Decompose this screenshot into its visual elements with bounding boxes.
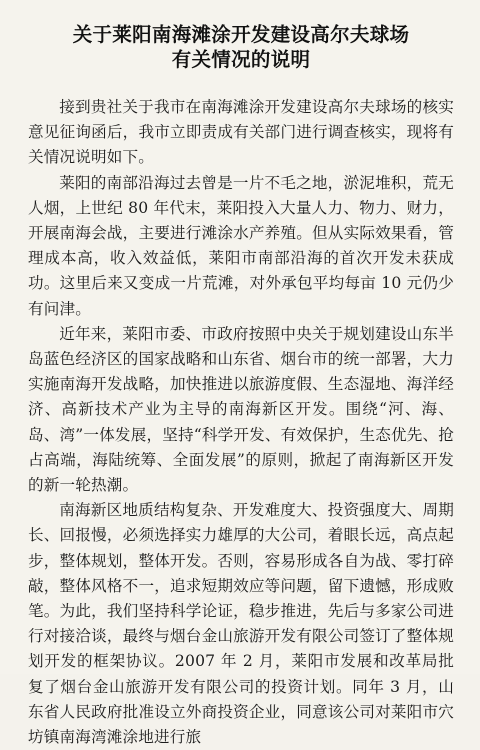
paragraph: 莱阳的南部沿海过去曾是一片不毛之地，淤泥堆积，荒无人烟，上世纪 80 年代末，莱阳投入大量人力、物力、财力，开展南海会战，主要进行滩涂水产养殖。但从实际效果看，管理成本高，收入效益低，莱阳市南部沿海的首次开发未获成功。这里后来又变成一片荒滩，对外承包平均每亩 10 元仍少有问津。	[28, 173, 454, 318]
paragraph: 近年来，莱阳市委、市政府按照中央关于规划建设山东半岛蓝色经济区的国家战略和山东省、烟台市的统一部署，大力实施南海开发战略，加快推进以旅游度假、生态湿地、海洋经济、高新技术产业为主导的南海新区开发。围绕“河、海、岛、湾”一体发展，坚持“科学开发、有效保护，生态优先、抢占高端，海陆统筹、全面发展”的原则，掀起了南海新区开发的新一轮热潮。	[28, 324, 454, 495]
title-line-1: 关于莱阳南海滩涂开发建设高尔夫球场	[72, 23, 410, 46]
document-title	[28, 22, 454, 72]
document-body	[28, 95, 454, 750]
paragraph: 南海新区地质结构复杂、开发难度大、投资强度大、周期长、回报慢，必须选择实力雄厚的大公司，着眼长远，高点起步，整体规划，整体开发。否则，容易形成各自为战、零打碎敲，整体风格不一，追求短期效应等问题，留下遗憾，形成败笔。为此，我们坚持科学论证，稳步推进，先后与多家公司进行对接洽谈，最终与烟台金山旅游开发有限公司签订了整体规划开发的框架协议。2007 年 2 月，莱阳市发展和改革局批复了烟台金山旅游开发有限公司的投资计划。同年 3 月，山东省人民政府批准设立外商投资企业，同意该公司对莱阳市穴坊镇南海湾滩涂地进行旅	[28, 501, 454, 747]
title-line-2: 有关情况的说明	[171, 48, 311, 71]
paragraph: 接到贵社关于我市在南海滩涂开发建设高尔夫球场的核实意见征询函后，我市立即责成有关部门进行调查核实，现将有关情况说明如下。	[28, 98, 454, 167]
